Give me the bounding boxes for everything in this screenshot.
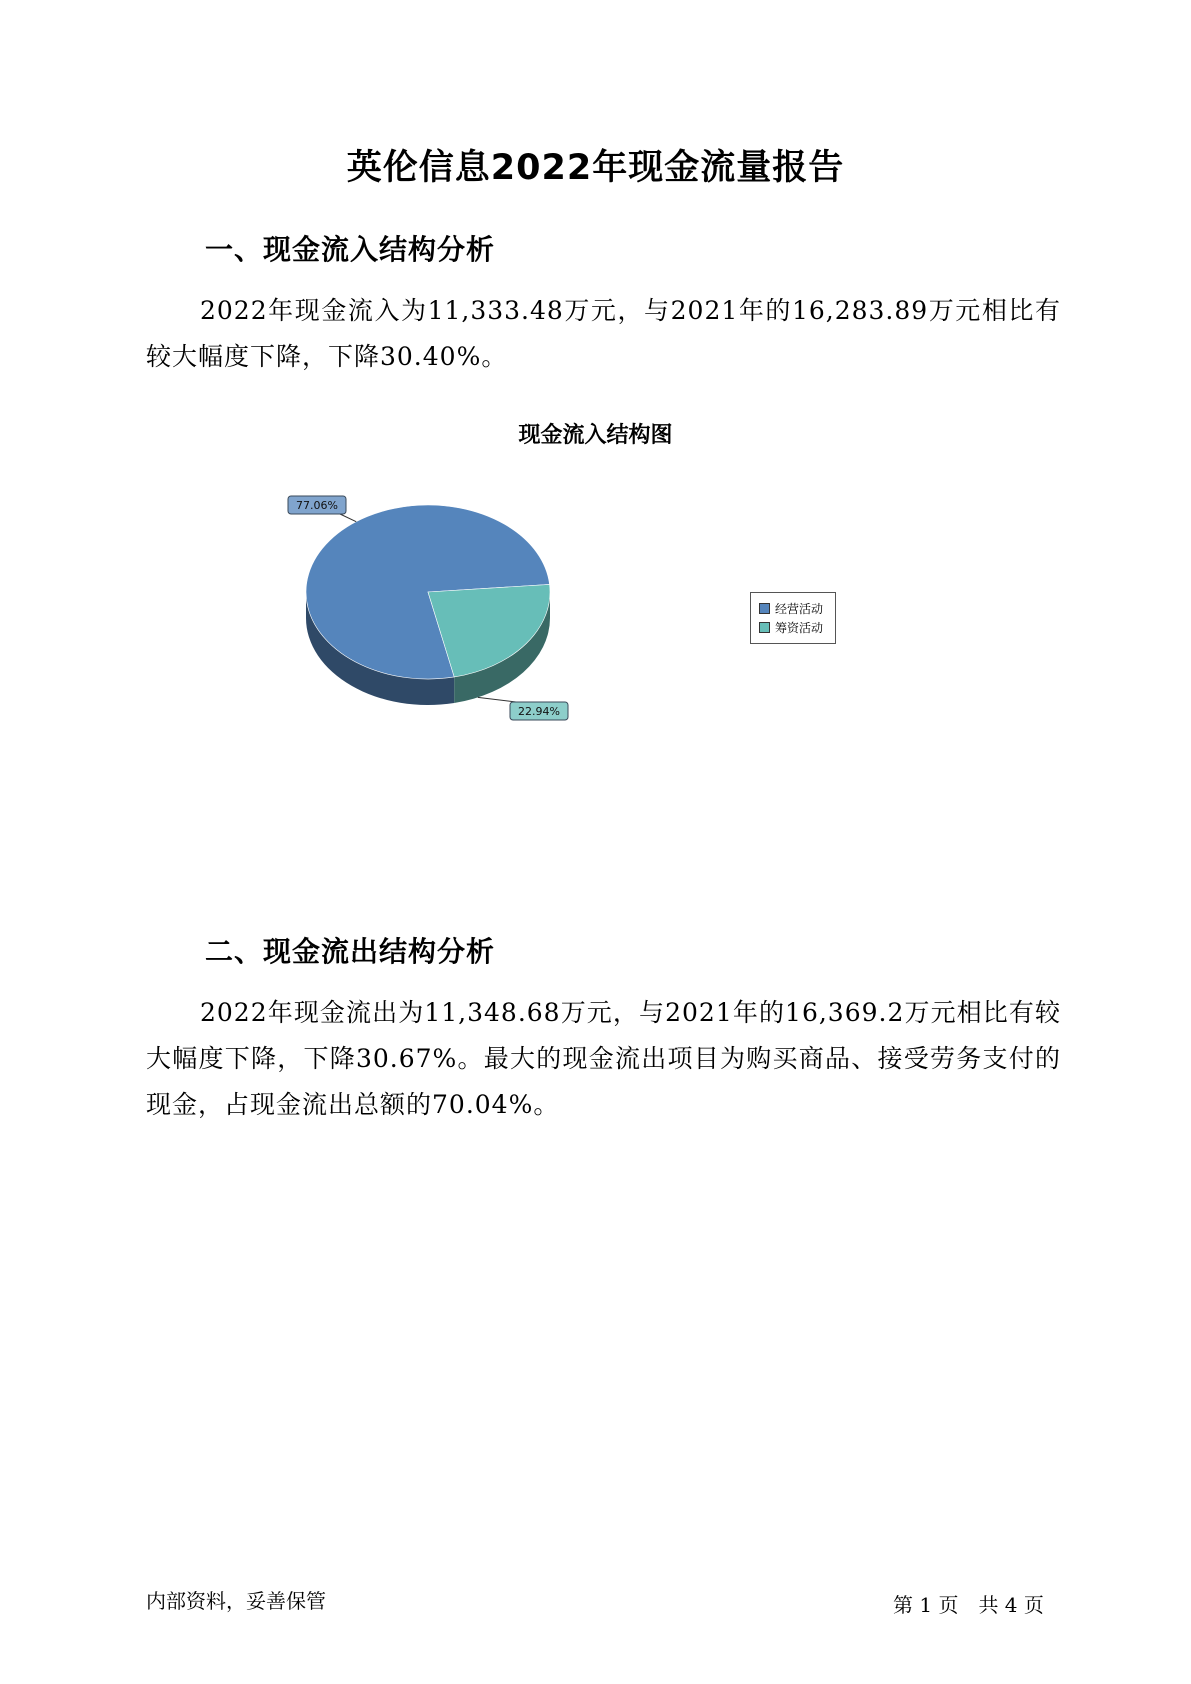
paragraph-cash-outflow: 2022年现金流出为11,348.68万元，与2021年的16,369.2万元相比有较大幅度下降，下降30.67%。最大的现金流出项目为购买商品、接受劳务支付的现金，占现金流出总额的70.04%。 <box>146 998 1061 1119</box>
pie-chart <box>260 480 620 730</box>
data-label-leader-line <box>478 697 516 702</box>
data-label: 77.06% <box>296 499 338 512</box>
chart-title: 现金流入结构图 <box>518 423 673 448</box>
data-label: 22.94% <box>518 705 560 718</box>
footer-confidential-note: 内部资料，妥善保管 <box>146 1589 326 1613</box>
section-heading-cash-outflow: 二、现金流出结构分析 <box>205 935 496 968</box>
legend-label: 筹资活动 <box>775 621 824 635</box>
chart-legend <box>750 592 836 644</box>
paragraph-cash-inflow: 2022年现金流入为11,333.48万元，与2021年的16,283.89万元相比有较大幅度下降，下降30.40%。 <box>146 296 1061 371</box>
legend-swatch <box>759 603 770 614</box>
legend-label: 经营活动 <box>775 602 824 616</box>
page-title: 英伦信息2022年现金流量报告 <box>346 148 845 188</box>
footer-page-number: 第 1 页 共 4 页 <box>893 1593 1044 1617</box>
legend-item <box>759 599 827 618</box>
section-heading-cash-inflow: 一、现金流入结构分析 <box>205 233 496 266</box>
legend-item <box>759 618 827 637</box>
legend-swatch <box>759 622 770 633</box>
data-label-leader-line <box>340 514 356 522</box>
